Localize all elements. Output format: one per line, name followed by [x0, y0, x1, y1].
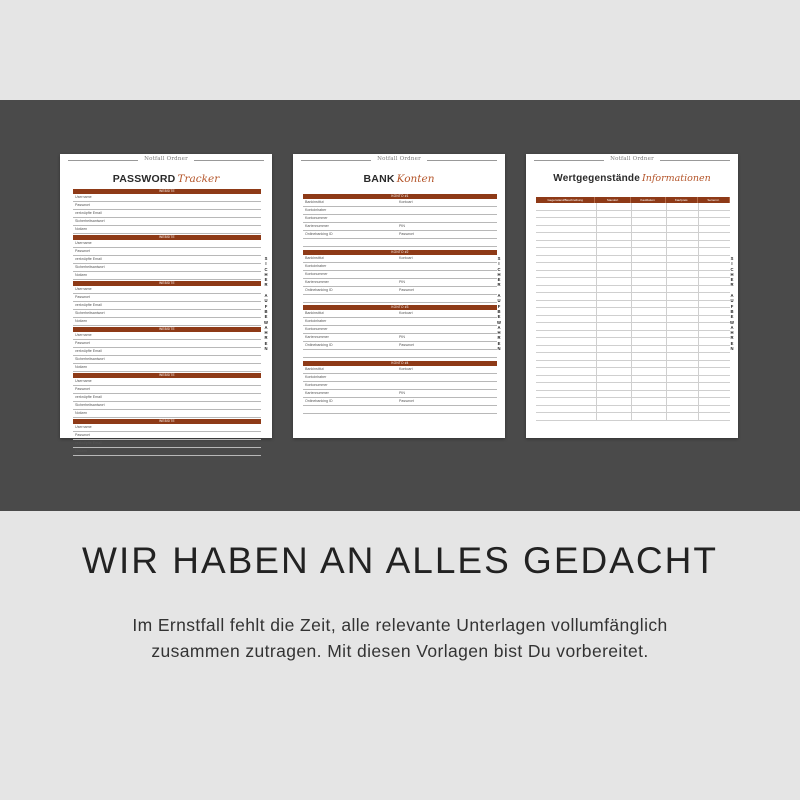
side-letter: C	[730, 266, 734, 272]
block-header-bar: WEBSITE	[73, 327, 261, 332]
field-label-secondary: Passwort	[399, 398, 414, 403]
subtext-line-2: zusammen zutragen. Mit diesen Vorlagen bist Du vorbereitet.	[151, 641, 649, 661]
table-row	[536, 226, 730, 234]
side-letter: W	[264, 319, 268, 325]
column-divider	[698, 203, 699, 421]
side-letter: B	[497, 308, 501, 314]
side-letter: S	[497, 256, 501, 261]
column-header: Standort	[595, 197, 630, 203]
sheet-title	[526, 170, 738, 190]
table-row	[536, 278, 730, 286]
field-label: Kartennummer	[305, 279, 329, 284]
side-letter: I	[731, 261, 733, 267]
password-tracker-sheet	[60, 154, 272, 453]
form-row	[73, 256, 261, 264]
form-row	[73, 294, 261, 302]
form-row	[303, 326, 497, 334]
form-row	[303, 279, 497, 287]
table-row	[536, 398, 730, 406]
side-letter: U	[730, 298, 734, 304]
password-block	[73, 419, 261, 456]
field-label: Sicherheitsantwort	[75, 357, 105, 361]
side-letter: A	[264, 293, 268, 299]
form-row	[73, 402, 261, 410]
form-row	[303, 342, 497, 350]
side-letter: A	[497, 293, 501, 299]
form-row	[303, 318, 497, 326]
form-row	[303, 271, 497, 279]
side-label-sicher-aufbewahren	[263, 256, 269, 351]
field-label-secondary: Passwort	[399, 287, 414, 292]
side-letter: H	[730, 330, 734, 336]
password-block	[73, 373, 261, 418]
field-label: Passwort	[75, 295, 90, 299]
table-row	[536, 376, 730, 384]
form-row	[73, 340, 261, 348]
sheet-title-script: Informationen	[641, 173, 711, 185]
table-row	[536, 391, 730, 399]
sheet-brand-header	[60, 156, 272, 165]
password-block	[73, 189, 261, 234]
side-letter: B	[264, 308, 268, 314]
field-label: Username	[75, 287, 92, 291]
side-label-sicher-aufbewahren	[496, 256, 502, 351]
field-label: Kontonummer	[305, 271, 328, 276]
block-header-bar: WEBSITE	[73, 373, 261, 378]
field-label: Username	[75, 379, 92, 383]
form-row	[303, 231, 497, 239]
column-divider	[631, 203, 632, 421]
field-label: Kontonummer	[305, 327, 328, 331]
side-letter: A	[730, 293, 734, 299]
field-label-secondary: Kontoart	[399, 311, 413, 315]
table-row	[536, 413, 730, 421]
field-label: Sicherheitsantwort	[75, 311, 105, 315]
side-letter: E	[497, 314, 501, 320]
side-letter: R	[730, 335, 734, 341]
form-row	[73, 424, 261, 432]
field-label: Username	[75, 241, 92, 245]
table-row	[536, 271, 730, 279]
headline: WIR HABEN AN ALLES GEDACHT	[82, 540, 718, 581]
table-row	[536, 263, 730, 271]
side-letter: F	[264, 303, 268, 309]
field-label: Passwort	[75, 203, 90, 207]
column-header: Kaufpreis	[666, 197, 698, 203]
form-row	[73, 264, 261, 272]
form-row	[303, 390, 497, 398]
form-row	[303, 334, 497, 342]
field-label: Kontonummer	[305, 216, 328, 220]
form-row	[303, 374, 497, 382]
field-label: verknüpfte Email	[75, 441, 102, 445]
form-row	[73, 448, 261, 456]
form-row	[303, 287, 497, 295]
field-label: verknüpfte Email	[75, 395, 102, 399]
form-row	[303, 255, 497, 263]
form-row	[73, 310, 261, 318]
form-row	[303, 382, 497, 390]
field-label: Bankinstitut	[305, 200, 324, 204]
side-letter: R	[497, 282, 501, 288]
sheet-brand-header	[526, 156, 738, 165]
table-row	[536, 301, 730, 309]
sheet-brand-header	[293, 156, 505, 165]
valuables-sheet	[526, 154, 738, 438]
table-row	[536, 331, 730, 339]
form-row	[73, 386, 261, 394]
bank-account-block	[303, 361, 497, 414]
brand-name: Notfall Ordner	[377, 156, 421, 162]
field-label: Kontoinhaber	[305, 263, 327, 268]
field-label: Username	[75, 425, 92, 429]
form-row	[303, 223, 497, 231]
form-row	[303, 366, 497, 374]
field-label-secondary: Kontoart	[399, 255, 413, 260]
side-letter: N	[264, 346, 268, 352]
side-letter: H	[730, 271, 734, 277]
bank-account-block	[303, 194, 497, 247]
table-row	[536, 256, 730, 264]
password-block	[73, 281, 261, 326]
field-label: Notizen	[75, 319, 88, 323]
column-header: Seriennr.	[698, 197, 730, 203]
field-label: Bankinstitut	[305, 255, 324, 260]
side-letter: S	[730, 256, 734, 261]
field-label: Sicherheitsantwort	[75, 219, 105, 223]
form-row	[73, 356, 261, 364]
field-label: Notizen	[75, 365, 88, 369]
subtext-line-1: Im Ernstfall fehlt die Zeit, alle relevante Unterlagen vollumfänglich	[132, 615, 668, 635]
product-preview-band	[0, 100, 800, 511]
sheet-title-script: Tracker	[177, 172, 220, 185]
side-letter: R	[264, 282, 268, 288]
table-row	[536, 218, 730, 226]
form-row	[303, 215, 497, 223]
sheet-title	[293, 170, 505, 190]
table-row	[536, 316, 730, 324]
bank-account-block	[303, 305, 497, 358]
field-label: Onlinebanking ID	[305, 287, 333, 292]
side-label-sicher-aufbewahren	[729, 256, 735, 351]
table-row	[536, 406, 730, 414]
side-letter: I	[498, 261, 500, 267]
table-row	[536, 323, 730, 331]
side-letter: H	[264, 330, 268, 336]
form-row	[303, 310, 497, 318]
block-header-bar: KONTO #1	[303, 194, 497, 199]
brand-name: Notfall Ordner	[144, 156, 188, 162]
form-row	[73, 302, 261, 310]
side-letter: U	[497, 298, 501, 304]
field-label: verknüpfte Email	[75, 303, 102, 307]
side-letter: W	[497, 319, 501, 325]
field-label: Kontonummer	[305, 382, 328, 387]
form-row	[73, 202, 261, 210]
blank-row	[303, 295, 497, 303]
sheet-title-bold: PASSWORD	[112, 172, 176, 185]
form-row	[303, 207, 497, 215]
side-letter: H	[497, 330, 501, 336]
field-label: Kartennummer	[305, 390, 329, 395]
side-letter: A	[264, 324, 268, 330]
form-row	[73, 248, 261, 256]
field-label: Passwort	[75, 341, 90, 345]
column-header: Gegenstand/Beschreibung	[536, 197, 595, 203]
field-label: Passwort	[75, 387, 90, 391]
blank-row	[303, 239, 497, 247]
field-label: Sicherheitsantwort	[75, 265, 105, 269]
field-label: Username	[75, 333, 92, 337]
field-label: Notizen	[75, 449, 88, 453]
side-letter: E	[264, 314, 268, 320]
field-label: Passwort	[75, 433, 90, 437]
side-letter: E	[264, 340, 268, 346]
side-letter: S	[264, 256, 268, 261]
side-letter: A	[497, 324, 501, 330]
side-letter: H	[497, 271, 501, 277]
side-letter: N	[497, 346, 501, 352]
field-label-secondary: PIN	[399, 335, 405, 339]
field-label-secondary: Passwort	[399, 232, 414, 236]
field-label: Kontoinhaber	[305, 319, 327, 323]
side-letter: F	[730, 303, 734, 309]
form-row	[73, 364, 261, 372]
brand-name: Notfall Ordner	[610, 156, 654, 162]
field-label: Passwort	[75, 249, 90, 253]
side-letter: E	[497, 340, 501, 346]
field-label: Notizen	[75, 411, 88, 415]
block-header-bar: KONTO #4	[303, 361, 497, 366]
side-letter: C	[497, 266, 501, 272]
field-label-secondary: Kontoart	[399, 200, 413, 204]
form-row	[73, 272, 261, 280]
block-header-bar: KONTO #3	[303, 305, 497, 310]
form-row	[303, 398, 497, 406]
form-row	[73, 318, 261, 326]
side-letter: R	[497, 335, 501, 341]
form-row	[73, 432, 261, 440]
column-header: Kaufdatum	[631, 197, 666, 203]
sheet-title-bold: BANK	[363, 172, 395, 185]
side-letter: R	[264, 335, 268, 341]
side-letter: E	[730, 277, 734, 283]
field-label: verknüpfte Email	[75, 257, 102, 261]
side-letter: E	[730, 314, 734, 320]
block-header-bar: WEBSITE	[73, 235, 261, 240]
form-row	[303, 263, 497, 271]
block-header-bar: WEBSITE	[73, 189, 261, 194]
side-letter: R	[730, 282, 734, 288]
block-header-bar: KONTO #2	[303, 250, 497, 255]
field-label-secondary: PIN	[399, 224, 405, 228]
table-row	[536, 353, 730, 361]
column-divider	[596, 203, 597, 421]
bank-account-block	[303, 250, 497, 303]
blank-row	[303, 406, 497, 414]
table-row	[536, 286, 730, 294]
table-row	[536, 241, 730, 249]
side-letter: H	[264, 271, 268, 277]
form-row	[73, 332, 261, 340]
form-row	[73, 218, 261, 226]
field-label: Notizen	[75, 273, 88, 277]
side-letter: E	[264, 277, 268, 283]
field-label: Sicherheitsantwort	[75, 403, 105, 407]
table-row	[536, 211, 730, 219]
password-block	[73, 327, 261, 372]
field-label: verknüpfte Email	[75, 349, 102, 353]
form-row	[73, 286, 261, 294]
bank-accounts-sheet	[293, 154, 505, 438]
side-letter: W	[730, 319, 734, 325]
side-letter: I	[265, 261, 267, 267]
table-row	[536, 338, 730, 346]
side-letter: E	[497, 277, 501, 283]
field-label: Kontoinhaber	[305, 374, 327, 379]
side-letter: C	[264, 266, 268, 272]
field-label: Onlinebanking ID	[305, 398, 333, 403]
field-label: Username	[75, 195, 92, 199]
field-label: Bankinstitut	[305, 311, 324, 315]
field-label: Kartennummer	[305, 224, 329, 228]
table-row	[536, 233, 730, 241]
table-row	[536, 383, 730, 391]
form-row	[73, 240, 261, 248]
table-row	[536, 203, 730, 211]
side-letter: F	[497, 303, 501, 309]
valuables-table	[536, 197, 730, 421]
form-row	[73, 394, 261, 402]
field-label: Kontoinhaber	[305, 208, 327, 212]
password-block	[73, 235, 261, 280]
form-row	[303, 199, 497, 207]
side-letter: E	[730, 340, 734, 346]
form-row	[73, 410, 261, 418]
field-label: Onlinebanking ID	[305, 232, 333, 236]
block-header-bar: WEBSITE	[73, 419, 261, 424]
table-row	[536, 346, 730, 354]
field-label: Bankinstitut	[305, 366, 324, 371]
form-row	[73, 194, 261, 202]
field-label: verknüpfte Email	[75, 211, 102, 215]
table-row	[536, 248, 730, 256]
table-row	[536, 368, 730, 376]
block-header-bar: WEBSITE	[73, 281, 261, 286]
field-label: Kartennummer	[305, 335, 329, 339]
form-row	[73, 378, 261, 386]
side-letter: A	[730, 324, 734, 330]
side-letter: U	[264, 298, 268, 304]
blank-row	[303, 350, 497, 358]
table-row	[536, 293, 730, 301]
form-row	[73, 210, 261, 218]
sheet-title	[60, 170, 272, 190]
side-letter: B	[730, 308, 734, 314]
side-letter: N	[730, 346, 734, 352]
field-label-secondary: PIN	[399, 390, 405, 395]
sheet-title-bold: Wertgegenstände	[553, 173, 640, 185]
form-row	[73, 440, 261, 448]
field-label-secondary: Kontoart	[399, 366, 413, 371]
field-label-secondary: PIN	[399, 279, 405, 284]
field-label: Notizen	[75, 227, 88, 231]
table-row	[536, 361, 730, 369]
column-divider	[666, 203, 667, 421]
form-row	[73, 348, 261, 356]
field-label: Onlinebanking ID	[305, 343, 333, 347]
sheet-title-script: Konten	[396, 172, 435, 185]
valuables-table-body	[536, 203, 730, 421]
table-row	[536, 308, 730, 316]
field-label-secondary: Passwort	[399, 343, 414, 347]
form-row	[73, 226, 261, 234]
